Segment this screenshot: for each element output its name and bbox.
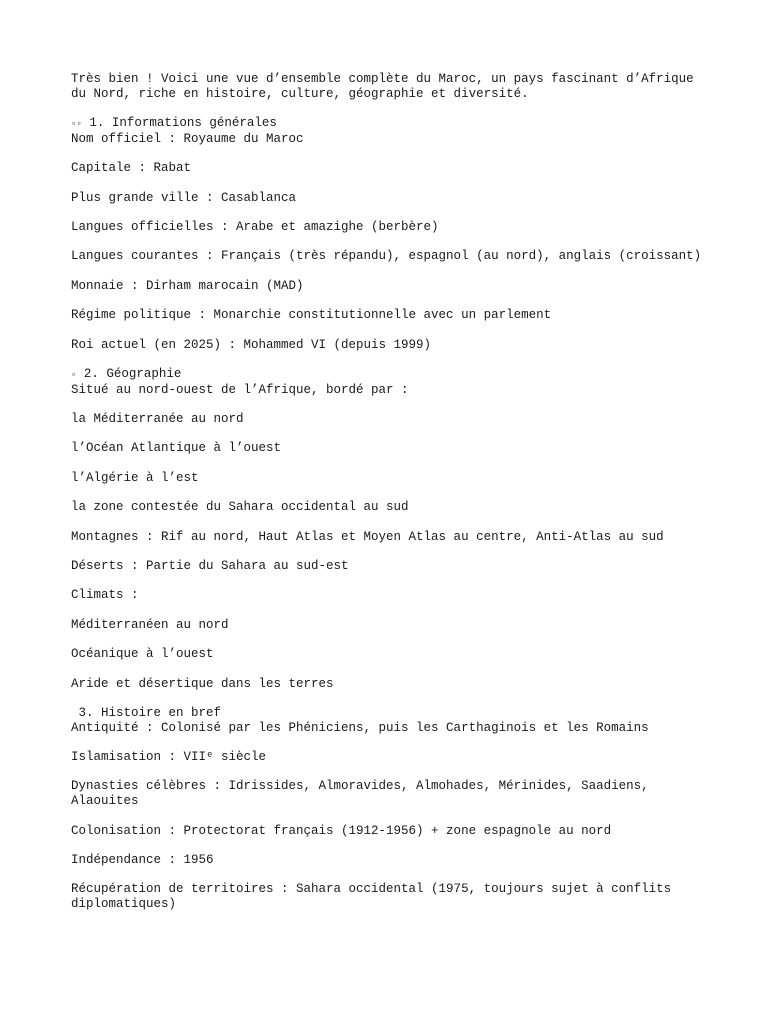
info-line-official-name: Nom officiel : Royaume du Maroc [71, 131, 304, 146]
geo-line-border-east: l’Algérie à l’est [71, 470, 199, 485]
section-title: 3. Histoire en bref [71, 705, 222, 720]
geo-line-border-south: la zone contestée du Sahara occidental au sud [71, 500, 409, 515]
geo-line-climates: Climats : [71, 588, 139, 603]
section-title: 2. Géographie [76, 366, 182, 381]
history-line-territories: Récupération de territoires : Sahara occidental (1975, toujours sujet à conflits diplomatiques) [71, 882, 679, 911]
geo-line-climate-arid: Aride et désertique dans les terres [71, 676, 334, 691]
geo-line-climate-mediterranean: Méditerranéen au nord [71, 617, 229, 632]
intro-paragraph: Très bien ! Voici une vue d’ensemble complète du Maroc, un pays fascinant d’Afrique du Nord, riche en histoire, culture, géographie et diversité. [71, 72, 702, 101]
section-heading-general-info [71, 116, 711, 132]
geo-line-deserts: Déserts : Partie du Sahara au sud-est [71, 558, 349, 573]
geo-line-location: Situé au nord-ouest de l’Afrique, bordé par : [71, 382, 409, 397]
history-line-independence: Indépendance : 1956 [71, 852, 214, 867]
info-line-king: Roi actuel (en 2025) : Mohammed VI (depuis 1999) [71, 337, 432, 352]
section-title: 1. Informations générales [81, 116, 277, 131]
geo-line-border-west: l’Océan Atlantique à l’ouest [71, 441, 282, 456]
section-heading-geography [71, 367, 711, 383]
section-heading-history [71, 706, 711, 721]
info-line-official-languages: Langues officielles : Arabe et amazighe (berbère) [71, 219, 439, 234]
geo-line-border-north: la Méditerranée au nord [71, 412, 244, 427]
history-line-antiquity: Antiquité : Colonisé par les Phéniciens, puis les Carthaginois et les Romains [71, 720, 649, 735]
history-line-islamisation: Islamisation : VIIᵉ siècle [71, 750, 267, 765]
history-line-colonisation: Colonisation : Protectorat français (1912-1956) + zone espagnole au nord [71, 823, 612, 838]
geo-line-climate-oceanic: Océanique à l’ouest [71, 647, 214, 662]
info-line-capital: Capitale : Rabat [71, 161, 192, 176]
info-line-regime: Régime politique : Monarchie constitutionnelle avec un parlement [71, 308, 552, 323]
geo-line-mountains: Montagnes : Rif au nord, Haut Atlas et Moyen Atlas au centre, Anti-Atlas au sud [71, 529, 664, 544]
info-line-largest-city: Plus grande ville : Casablanca [71, 190, 297, 205]
info-line-common-languages: Langues courantes : Français (très répandu), espagnol (au nord), anglais (croissant) [71, 249, 702, 264]
document-page [71, 72, 711, 926]
missing-glyph-icon: ▫ [71, 369, 77, 380]
history-line-dynasties: Dynasties célèbres : Idrissides, Almoravides, Almohades, Mérinides, Saadiens, Alaouites [71, 779, 657, 809]
missing-glyph-icon: ▫▫ [71, 119, 82, 130]
info-line-currency: Monnaie : Dirham marocain (MAD) [71, 278, 304, 293]
